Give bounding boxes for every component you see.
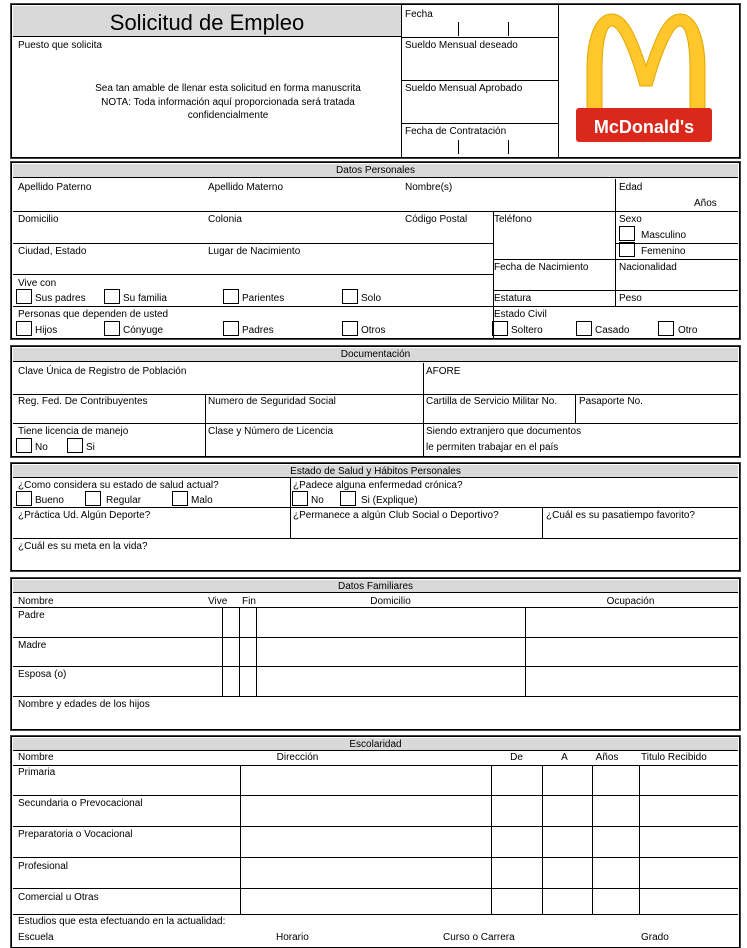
salud-malo-checkbox[interactable] [172, 491, 188, 506]
fam-header-domicilio: Domicilio [370, 596, 411, 607]
header-rule [401, 123, 558, 124]
puesto-label: Puesto que solicita [18, 40, 102, 51]
civil-casado-checkbox[interactable] [576, 321, 592, 336]
page-title: Solicitud de Empleo [109, 10, 305, 35]
deporte-label: ¿Práctica Ud. Algún Deporte? [18, 510, 151, 521]
row-rule [13, 666, 738, 667]
col-rule [639, 765, 640, 914]
col-rule [222, 607, 223, 696]
nss-label: Numero de Seguridad Social [208, 396, 336, 407]
licencia-si-label: Si [86, 442, 95, 453]
instruction-line-1: Sea tan amable de llenar esta solicitud en forma manuscrita [95, 83, 361, 94]
meta-label: ¿Cuál es su meta en la vida? [18, 541, 148, 552]
licencia-label: Tiene licencia de manejo [18, 426, 129, 437]
salud-bueno-label: Bueno [35, 495, 64, 506]
fam-row-madre: Madre [18, 640, 47, 651]
col-rule [542, 765, 543, 914]
vive-sus-padres-label: Sus padres [35, 293, 86, 304]
dependen-label: Personas que dependen de usted [18, 309, 169, 320]
instruction-line-2: NOTA: Toda información aquí proporcionada será tratada [101, 97, 355, 108]
cronica-no-label: No [311, 495, 324, 506]
actual-header-grado: Grado [641, 932, 669, 943]
date-tick [458, 140, 459, 154]
actual-header-curso: Curso o Carrera [443, 932, 515, 943]
personales-title: Datos Personales [13, 164, 738, 178]
esc-row-comercial: Comercial u Otras [18, 892, 99, 903]
esc-row-primaria: Primaria [18, 767, 56, 778]
row-rule [13, 795, 738, 796]
licencia-no-label: No [35, 442, 48, 453]
vive-con-label: Vive con [18, 278, 57, 289]
estado-civil-label: Estado Civil [494, 309, 547, 320]
civil-soltero-label: Soltero [511, 325, 543, 336]
date-tick [508, 22, 509, 36]
rfc-label: Reg. Fed. De Contribuyentes [18, 396, 148, 407]
fecha-contratacion-label: Fecha de Contratación [405, 126, 507, 137]
fam-header-nombre: Nombre [18, 596, 54, 607]
esc-header-nombre: Nombre [18, 752, 54, 763]
licencia-si-checkbox[interactable] [67, 438, 83, 453]
actual-header-escuela: Escuela [18, 932, 54, 943]
puesto-field[interactable] [16, 52, 396, 78]
vive-solo-label: Solo [361, 293, 382, 304]
row-rule [13, 696, 738, 697]
extranjero-line-2: le permiten trabajar en el país [426, 442, 559, 453]
escolaridad-title: Escolaridad [13, 738, 738, 751]
row-rule [13, 637, 738, 638]
sueldo-deseado-label: Sueldo Mensual deseado [405, 40, 518, 51]
fam-hijos-label: Nombre y edades de los hijos [18, 699, 150, 710]
fam-header-vive: Vive [208, 596, 228, 607]
fam-header-ocupacion: Ocupación [606, 596, 655, 607]
vive-su-familia-label: Su familia [123, 293, 167, 304]
dep-padres-checkbox[interactable] [223, 321, 239, 336]
sexo-label: Sexo [619, 214, 642, 225]
dep-hijos-label: Hijos [35, 325, 58, 336]
logo-wordmark: McDonald's [593, 117, 695, 137]
col-rule [525, 607, 526, 696]
col-rule [290, 478, 291, 538]
esc-header-de: De [510, 752, 523, 763]
fam-row-padre: Padre [18, 610, 45, 621]
dep-otros-checkbox[interactable] [342, 321, 358, 336]
header-divider [558, 5, 559, 157]
golden-arches-icon [587, 14, 705, 116]
row-rule [13, 211, 738, 212]
col-rule [575, 394, 576, 423]
civil-soltero-checkbox[interactable] [492, 321, 508, 336]
esc-header-direccion: Dirección [276, 752, 319, 763]
dep-hijos-checkbox[interactable] [16, 321, 32, 336]
esc-row-secundaria: Secundaria o Prevocacional [18, 798, 143, 809]
header-divider [401, 5, 402, 157]
clase-licencia-label: Clase y Número de Licencia [208, 426, 334, 437]
col-rule [240, 765, 241, 914]
cartilla-label: Cartilla de Servicio Militar No. [426, 396, 558, 407]
cronica-si-checkbox[interactable] [340, 491, 356, 506]
date-tick [458, 22, 459, 36]
pasaporte-label: Pasaporte No. [579, 396, 643, 407]
civil-otro-label: Otro [678, 325, 698, 336]
telefono-label: Teléfono [494, 214, 532, 225]
salud-malo-label: Malo [191, 495, 213, 506]
salud-bueno-checkbox[interactable] [16, 491, 32, 506]
instruction-line-3: confidencialmente [187, 110, 269, 121]
nombre-field[interactable] [16, 195, 612, 209]
fecha-label: Fecha [405, 9, 433, 20]
pasatiempo-label: ¿Cuál es su pasatiempo favorito? [546, 510, 695, 521]
estado-salud-label: ¿Como considera su estado de salud actual? [18, 480, 219, 491]
domicilio-label: Domicilio [18, 214, 59, 225]
row-rule [13, 507, 738, 508]
row-rule [13, 857, 738, 858]
femenino-label: Femenino [641, 246, 686, 257]
row-rule [13, 274, 493, 275]
vive-solo-checkbox[interactable] [342, 289, 358, 304]
apellido-paterno-label: Apellido Paterno [18, 182, 92, 193]
cronica-label: ¿Padece alguna enfermedad crónica? [293, 480, 463, 491]
col-rule [491, 765, 492, 914]
meta-field[interactable] [16, 554, 736, 568]
row-rule [13, 826, 738, 827]
cronica-no-checkbox[interactable] [292, 491, 308, 506]
lugar-nacimiento-label: Lugar de Nacimiento [208, 246, 301, 257]
nacionalidad-label: Nacionalidad [619, 262, 677, 273]
esc-header-a: A [561, 752, 568, 763]
col-rule [205, 394, 206, 456]
anos-label: Años [694, 198, 717, 209]
row-rule [13, 423, 738, 424]
afore-label: AFORE [426, 366, 461, 377]
licencia-no-checkbox[interactable] [16, 438, 32, 453]
esc-row-preparatoria: Preparatoria o Vocacional [18, 829, 133, 840]
date-tick [508, 140, 509, 154]
salud-regular-label: Regular [106, 495, 142, 506]
sueldo-aprobado-label: Sueldo Mensual Aprobado [405, 83, 523, 94]
row-rule [13, 538, 738, 539]
dep-conyuge-checkbox[interactable] [104, 321, 120, 336]
vive-parientes-checkbox[interactable] [223, 289, 239, 304]
dep-otros-label: Otros [361, 325, 386, 336]
familiares-title: Datos Familiares [13, 580, 738, 593]
documentacion-title: Documentación [13, 348, 738, 362]
civil-casado-label: Casado [595, 325, 630, 336]
row-rule [13, 765, 738, 766]
peso-label: Peso [619, 293, 642, 304]
dep-padres-label: Padres [242, 325, 274, 336]
row-rule [13, 306, 738, 307]
cronica-si-label: Si (Explique) [361, 495, 418, 506]
salud-regular-checkbox[interactable] [85, 491, 101, 506]
masculino-label: Masculino [641, 230, 687, 241]
estatura-label: Estatura [494, 293, 532, 304]
row-rule [13, 394, 738, 395]
header-rule [401, 80, 558, 81]
vive-parientes-label: Parientes [242, 293, 285, 304]
club-label: ¿Permanece a algún Club Social o Deportivo? [293, 510, 499, 521]
estudios-actuales-label: Estudios que esta efectuando en la actualidad: [18, 916, 226, 927]
header-rule [401, 37, 558, 38]
fam-header-fin: Fin [242, 596, 256, 607]
masculino-checkbox[interactable] [619, 226, 635, 241]
row-rule [13, 888, 738, 889]
femenino-checkbox[interactable] [619, 242, 635, 257]
ciudad-label: Ciudad, Estado [18, 246, 87, 257]
col-rule [239, 607, 240, 696]
edad-label: Edad [619, 182, 643, 193]
esc-header-titulo: Titulo Recibido [641, 752, 707, 763]
nombres-label: Nombre(s) [405, 182, 453, 193]
fam-row-esposa: Esposa (o) [18, 669, 67, 680]
esc-row-profesional: Profesional [18, 861, 69, 872]
esc-header-anos: Años [595, 752, 619, 763]
col-rule [542, 507, 543, 538]
sueldo-aprobado-field[interactable] [403, 97, 556, 121]
row-rule [13, 914, 738, 915]
colonia-label: Colonia [208, 214, 242, 225]
fecha-nacimiento-label: Fecha de Nacimiento [494, 262, 589, 273]
actual-header-horario: Horario [276, 932, 309, 943]
row-rule [13, 243, 493, 244]
curp-label: Clave Única de Registro de Población [18, 366, 187, 377]
vive-sus-padres-checkbox[interactable] [16, 289, 32, 304]
salud-title: Estado de Salud y Hábitos Personales [13, 465, 738, 478]
col-rule [423, 363, 424, 456]
col-rule [615, 179, 616, 306]
extranjero-line-1: Siendo extranjero que documentos [426, 426, 582, 437]
apellido-materno-label: Apellido Materno [208, 182, 284, 193]
col-rule [256, 607, 257, 696]
sueldo-deseado-field[interactable] [403, 54, 556, 78]
codigo-postal-label: Código Postal [405, 214, 468, 225]
civil-otro-checkbox[interactable] [658, 321, 674, 336]
dep-conyuge-label: Cónyuge [123, 325, 164, 336]
vive-su-familia-checkbox[interactable] [104, 289, 120, 304]
col-rule [592, 765, 593, 914]
